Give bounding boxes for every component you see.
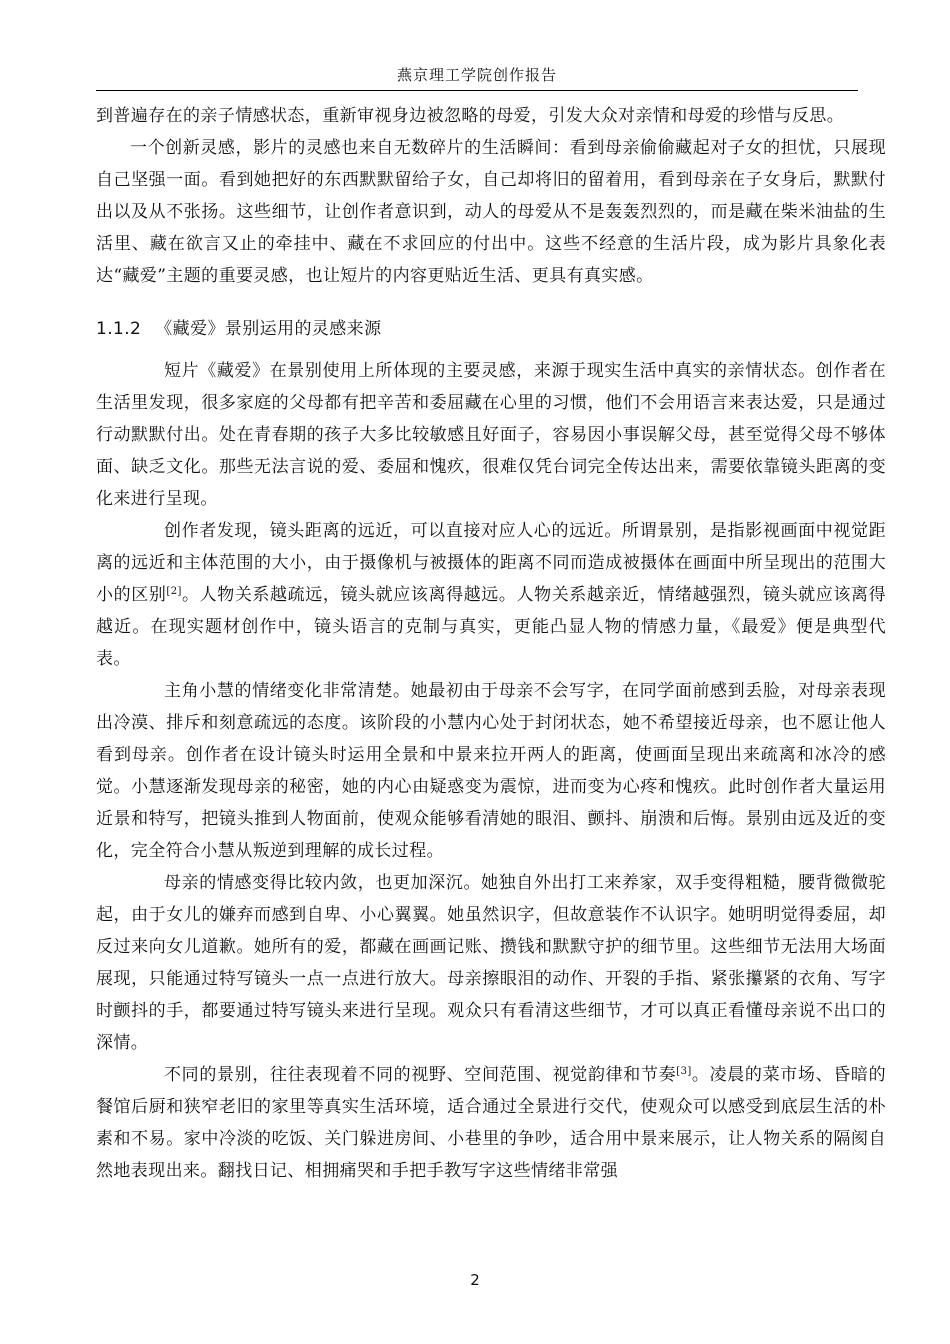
paragraph-text: 。人物关系越疏远，镜头就应该离得越远。人物关系越亲近，情绪越强烈，镜头就应该离得越近。在现实题材创作中，镜头语言的克制与真实，更能凸显人物的情感力量，《最爱》便是典型代表。 (96, 585, 886, 669)
page-number: 2 (470, 1271, 480, 1289)
header-divider (96, 90, 858, 91)
paragraph-text: 不同的景别，往往表现着不同的视野、空间范围、视觉韵律和节奏 (164, 1065, 677, 1085)
citation-ref: [2] (166, 586, 182, 597)
page-header: 燕京理工学院创作报告 (396, 66, 557, 84)
citation-ref: [3] (676, 1066, 692, 1077)
paragraph-shot-distance (96, 515, 886, 675)
paragraph-shot-types (96, 1059, 886, 1187)
paragraph-inspiration: 一个创新灵感，影片的灵感也来自无数碎片的生活瞬间：看到母亲偷偷藏起对子女的担忧，只展现自己坚强一面。看到她把好的东西默默留给子女，自己却将旧的留着用，看到母亲在子女身后，默默付出以及从不张扬。这些细节，让创作者意识到，动人的母爱从不是轰轰烈烈的，而是藏在柴米油盐的生活里、藏在欲言又止的牵挂中、藏在不求回应的付出中。这些不经意的生活片段，成为影片具象化表达“藏爱”主题的重要灵感，也让短片的内容更贴近生活、更具有真实感。 (96, 138, 886, 286)
section-heading (96, 313, 886, 345)
paragraph-xiaohui: 主角小慧的情绪变化非常清楚。她最初由于母亲不会写字，在同学面前感到丢脸，对母亲表现出冷漠、排斥和刻意疏远的态度。该阶段的小慧内心处于封闭状态，她不希望接近母亲，也不愿让他人看到母亲。创作者在设计镜头时运用全景和中景来拉开两人的距离，使画面呈现出来疏离和冰冷的感觉。小慧逐渐发现母亲的秘密，她的内心由疑惑变为震惊，进而变为心疼和愧疚。此时创作者大量运用近景和特写，把镜头推到人物面前，使观众能够看清她的眼泪、颤抖、崩溃和后悔。景别由远及近的变化，完全符合小慧从叛逆到理解的成长过程。 (96, 681, 886, 861)
paragraph-text: 。凌晨的菜市场、昏暗的餐馆后厨和狭窄老旧的家里等真实生活环境，适合通过全景进行交代，使观众可以感受到底层生活的朴素和不易。家中冷淡的吃饭、关门躲进房间、小巷里的争吵，适合用中景来展示，让人物关系的隔阂自然地表现出来。翻找日记、相拥痛哭和手把手教写字这些情绪非常强 (96, 1065, 886, 1181)
paragraph-text: 创作者发现，镜头距离的远近，可以直接对应人心的远近。所谓景别，是指影视画面中视觉距离的远近和主体范围的大小，由于摄像机与被摄体的距离不同而造成被摄体在画面中所呈现出的范围大小的区别 (96, 521, 886, 605)
paragraph-shot-source: 短片《藏爱》在景别使用上所体现的主要灵感，来源于现实生活中真实的亲情状态。创作者在生活里发现，很多家庭的父母都有把辛苦和委屈藏在心里的习惯，他们不会用语言来表达爱，只是通过行动默默付出。处在青春期的孩子大多比较敏感且好面子，容易因小事误解父母，甚至觉得父母不够体面、缺乏文化。那些无法言说的爱、委屈和愧疚，很难仅凭台词完全传达出来，需要依靠镜头距离的变化来进行呈现。 (96, 361, 886, 509)
document-body (96, 100, 886, 1187)
paragraph-mother: 母亲的情感变得比较内敛，也更加深沉。她独自外出打工来养家，双手变得粗糙，腰背微微驼起，由于女儿的嫌弃而感到自卑、小心翼翼。她虽然识字，但故意装作不认识字。她明明觉得委屈，却反过来向女儿道歉。她所有的爱，都藏在画画记账、攒钱和默默守护的细节里。这些细节无法用大场面展现，只能通过特写镜头一点一点进行放大。母亲擦眼泪的动作、开裂的手指、紧张攥紧的衣角、写字时颤抖的手，都要通过特写镜头来进行呈现。观众只有看清这些细节，才可以真正看懂母亲说不出口的深情。 (96, 873, 886, 1053)
section-number: 1.1.2 (96, 319, 142, 339)
paragraph-intro-end: 到普遍存在的亲子情感状态，重新审视身边被忽略的母爱，引发大众对亲情和母爱的珍惜与反思。 (96, 106, 845, 126)
section-title: 《藏爱》景别运用的灵感来源 (155, 319, 382, 339)
